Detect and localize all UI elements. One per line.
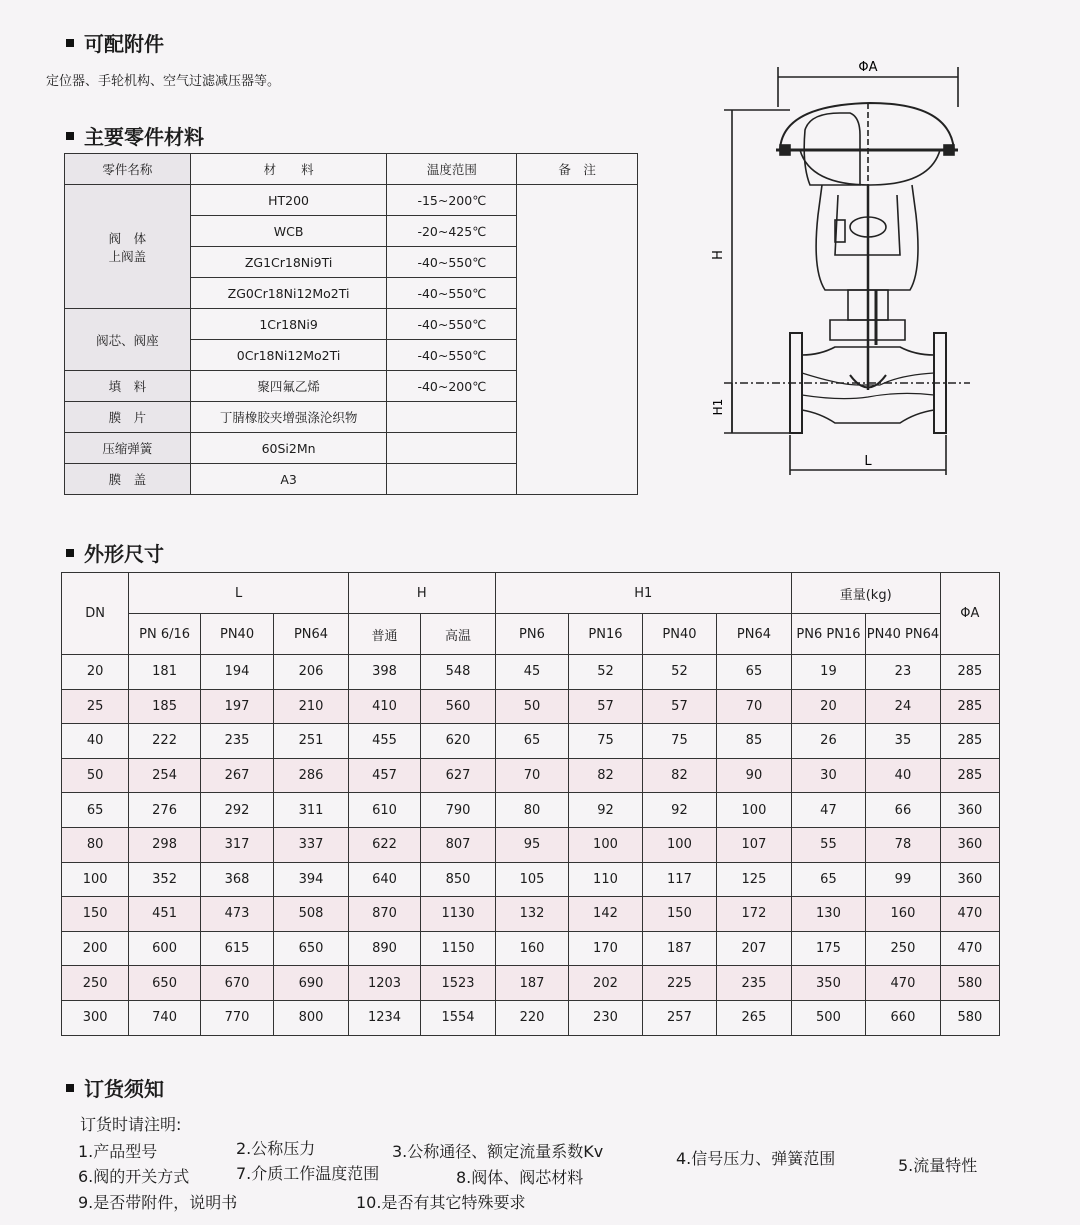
materials-title: [66, 121, 204, 150]
ordering-title: [66, 1073, 164, 1102]
cell-l-pn64: 251: [274, 724, 349, 759]
cell-h1-pn6: 160: [495, 931, 568, 966]
accessories-text: 定位器、手轮机构、空气过滤减压器等。: [46, 74, 281, 89]
cell-h1-pn16: 170: [569, 931, 642, 966]
cell-h-normal: 890: [348, 931, 420, 966]
part-name-cell: 膜 片: [65, 402, 191, 433]
header-h1: H1: [495, 573, 791, 614]
cell-dn: 80: [62, 827, 129, 862]
header-h-high: 高温: [421, 614, 496, 655]
cell-h1-pn40: 257: [642, 1000, 717, 1035]
cell-h-normal: 1203: [348, 966, 420, 1001]
cell-l-pn64: 800: [274, 1000, 349, 1035]
cell-weight-a: 130: [791, 897, 866, 932]
cell-l-pn40: 317: [200, 827, 273, 862]
cell-weight-a: 55: [791, 827, 866, 862]
cell-weight-b: 470: [866, 966, 941, 1001]
header-h1-pn64: PN64: [717, 614, 792, 655]
cell-l-pn616: 181: [129, 655, 200, 690]
cell-weight-b: 250: [866, 931, 941, 966]
bullet-square-icon: [66, 549, 74, 557]
cell-weight-a: 47: [791, 793, 866, 828]
table-header-row: [62, 614, 1000, 655]
cell-h1-pn40: 187: [642, 931, 717, 966]
order-item: 2.公称压力: [236, 1139, 316, 1158]
cell-h-normal: 398: [348, 655, 420, 690]
cell-h1-pn6: 65: [495, 724, 568, 759]
part-name-cell: 填 料: [65, 371, 191, 402]
cell-weight-b: 35: [866, 724, 941, 759]
header-phi-a: ΦA: [940, 573, 999, 655]
cell-h1-pn40: 100: [642, 827, 717, 862]
part-name-cell: 压缩弹簧: [65, 433, 191, 464]
cell-h-normal: 457: [348, 758, 420, 793]
cell-l-pn616: 222: [129, 724, 200, 759]
cell-l-pn616: 352: [129, 862, 200, 897]
part-name-cell: 阀芯、阀座: [65, 309, 191, 371]
header-part-name: 零件名称: [65, 154, 191, 185]
material-cell: ZG0Cr18Ni12Mo2Ti: [190, 278, 387, 309]
cell-l-pn40: 292: [200, 793, 273, 828]
material-cell: WCB: [190, 216, 387, 247]
cell-h1-pn64: 235: [717, 966, 792, 1001]
cell-l-pn64: 206: [274, 655, 349, 690]
cell-phi-a: 470: [940, 897, 999, 932]
table-row: [62, 827, 1000, 862]
cell-l-pn40: 194: [200, 655, 273, 690]
cell-l-pn616: 185: [129, 689, 200, 724]
cell-dn: 150: [62, 897, 129, 932]
order-item: 6.阀的开关方式: [78, 1167, 190, 1186]
cell-dn: 50: [62, 758, 129, 793]
temp-cell: -40~550℃: [387, 247, 517, 278]
cell-weight-b: 66: [866, 793, 941, 828]
material-cell: ZG1Cr18Ni9Ti: [190, 247, 387, 278]
cell-phi-a: 580: [940, 966, 999, 1001]
cell-l-pn40: 770: [200, 1000, 273, 1035]
cell-h-normal: 622: [348, 827, 420, 862]
header-l-pn40: PN40: [200, 614, 273, 655]
cell-h1-pn40: 52: [642, 655, 717, 690]
cell-l-pn616: 600: [129, 931, 200, 966]
cell-h1-pn64: 172: [717, 897, 792, 932]
cell-weight-b: 660: [866, 1000, 941, 1035]
cell-h1-pn64: 107: [717, 827, 792, 862]
cell-l-pn40: 670: [200, 966, 273, 1001]
cell-h1-pn16: 202: [569, 966, 642, 1001]
cell-dn: 100: [62, 862, 129, 897]
cell-weight-b: 40: [866, 758, 941, 793]
cell-l-pn40: 615: [200, 931, 273, 966]
header-weight-b: PN40 PN64: [866, 614, 941, 655]
cell-l-pn64: 337: [274, 827, 349, 862]
material-cell: A3: [190, 464, 387, 495]
cell-h1-pn40: 150: [642, 897, 717, 932]
cell-h1-pn40: 225: [642, 966, 717, 1001]
cell-dn: 250: [62, 966, 129, 1001]
cell-h1-pn40: 75: [642, 724, 717, 759]
header-temp-range: 温度范围: [387, 154, 517, 185]
order-item: 10.是否有其它特殊要求: [356, 1193, 526, 1212]
cell-l-pn64: 394: [274, 862, 349, 897]
header-l-pn64: PN64: [274, 614, 349, 655]
header-remarks: 备 注: [517, 154, 638, 185]
header-weight: 重量(kg): [791, 573, 940, 614]
cell-l-pn616: 254: [129, 758, 200, 793]
cell-h1-pn64: 125: [717, 862, 792, 897]
cell-dn: 20: [62, 655, 129, 690]
cell-h-high: 1130: [421, 897, 496, 932]
cell-h1-pn64: 85: [717, 724, 792, 759]
cell-h1-pn64: 100: [717, 793, 792, 828]
l-label: L: [864, 454, 872, 469]
table-row: [62, 689, 1000, 724]
cell-phi-a: 285: [940, 655, 999, 690]
material-cell: 聚四氟乙烯: [190, 371, 387, 402]
accessories-title: [66, 28, 164, 57]
cell-h-high: 1150: [421, 931, 496, 966]
header-h1-pn40: PN40: [642, 614, 717, 655]
cell-weight-a: 20: [791, 689, 866, 724]
cell-h1-pn64: 265: [717, 1000, 792, 1035]
cell-h-normal: 455: [348, 724, 420, 759]
temp-cell: -40~550℃: [387, 309, 517, 340]
cell-l-pn40: 473: [200, 897, 273, 932]
materials-table: [64, 153, 638, 495]
temp-cell: -15~200℃: [387, 185, 517, 216]
cell-weight-a: 500: [791, 1000, 866, 1035]
part-name-cell: 膜 盖: [65, 464, 191, 495]
header-material: 材 料: [190, 154, 387, 185]
cell-h-high: 1554: [421, 1000, 496, 1035]
cell-phi-a: 285: [940, 724, 999, 759]
dimensions-title-text: 外形尺寸: [84, 542, 164, 566]
cell-phi-a: 360: [940, 827, 999, 862]
header-h1-pn16: PN16: [569, 614, 642, 655]
cell-phi-a: 580: [940, 1000, 999, 1035]
order-item: 3.公称通径、额定流量系数Kv: [392, 1142, 604, 1161]
cell-h1-pn16: 110: [569, 862, 642, 897]
cell-h1-pn16: 92: [569, 793, 642, 828]
temp-cell: [387, 433, 517, 464]
temp-cell: -40~550℃: [387, 340, 517, 371]
temp-cell: -20~425℃: [387, 216, 517, 247]
cell-dn: 40: [62, 724, 129, 759]
dimensions-title: [66, 538, 164, 567]
cell-l-pn64: 286: [274, 758, 349, 793]
order-item: 5.流量特性: [898, 1156, 978, 1175]
temp-cell: -40~550℃: [387, 278, 517, 309]
cell-h-high: 1523: [421, 966, 496, 1001]
ordering-title-text: 订货须知: [84, 1077, 164, 1101]
cell-h-high: 627: [421, 758, 496, 793]
cell-h1-pn16: 75: [569, 724, 642, 759]
cell-h1-pn40: 117: [642, 862, 717, 897]
cell-h-high: 548: [421, 655, 496, 690]
remarks-cell: [517, 185, 638, 495]
cell-h-normal: 640: [348, 862, 420, 897]
table-row: [62, 897, 1000, 932]
cell-l-pn64: 311: [274, 793, 349, 828]
cell-h-high: 560: [421, 689, 496, 724]
cell-l-pn616: 740: [129, 1000, 200, 1035]
order-item: 8.阀体、阀芯材料: [456, 1168, 584, 1187]
bullet-square-icon: [66, 1084, 74, 1092]
cell-l-pn616: 298: [129, 827, 200, 862]
table-row: [62, 1000, 1000, 1035]
cell-l-pn616: 451: [129, 897, 200, 932]
cell-h1-pn6: 105: [495, 862, 568, 897]
material-cell: 60Si2Mn: [190, 433, 387, 464]
table-row: [62, 931, 1000, 966]
cell-h1-pn64: 70: [717, 689, 792, 724]
table-row: [65, 185, 638, 216]
part-name-line1: 阀 体: [108, 230, 147, 246]
cell-phi-a: 360: [940, 862, 999, 897]
phi-a-label: ΦA: [858, 60, 878, 75]
dimensions-table: [61, 572, 1000, 1036]
part-name-line2: 上阀盖: [108, 248, 147, 264]
cell-l-pn40: 368: [200, 862, 273, 897]
cell-h-high: 620: [421, 724, 496, 759]
cell-h1-pn6: 220: [495, 1000, 568, 1035]
temp-cell: -40~200℃: [387, 371, 517, 402]
cell-weight-a: 19: [791, 655, 866, 690]
cell-h1-pn6: 45: [495, 655, 568, 690]
temp-cell: [387, 402, 517, 433]
cell-h-normal: 410: [348, 689, 420, 724]
cell-h1-pn6: 187: [495, 966, 568, 1001]
table-row: [62, 655, 1000, 690]
ordering-intro: 订货时请注明:: [80, 1115, 182, 1134]
order-item: 1.产品型号: [78, 1142, 158, 1161]
cell-l-pn616: 650: [129, 966, 200, 1001]
cell-weight-b: 78: [866, 827, 941, 862]
cell-h-normal: 1234: [348, 1000, 420, 1035]
part-name-cell: [65, 185, 191, 309]
temp-cell: [387, 464, 517, 495]
materials-title-text: 主要零件材料: [84, 125, 204, 149]
cell-h1-pn6: 50: [495, 689, 568, 724]
header-h-normal: 普通: [348, 614, 420, 655]
cell-h1-pn16: 100: [569, 827, 642, 862]
cell-weight-b: 24: [866, 689, 941, 724]
cell-h-normal: 870: [348, 897, 420, 932]
material-cell: HT200: [190, 185, 387, 216]
cell-weight-b: 23: [866, 655, 941, 690]
cell-l-pn616: 276: [129, 793, 200, 828]
cell-h-high: 807: [421, 827, 496, 862]
bullet-square-icon: [66, 39, 74, 47]
cell-l-pn40: 235: [200, 724, 273, 759]
order-item: 9.是否带附件，说明书: [78, 1193, 238, 1212]
cell-h1-pn6: 80: [495, 793, 568, 828]
cell-h1-pn64: 90: [717, 758, 792, 793]
dimensions-body: [62, 655, 1000, 1036]
table-row: [62, 862, 1000, 897]
header-h: H: [348, 573, 495, 614]
cell-l-pn64: 690: [274, 966, 349, 1001]
valve-drawing: [700, 55, 990, 480]
cell-h1-pn40: 57: [642, 689, 717, 724]
cell-h1-pn16: 142: [569, 897, 642, 932]
cell-l-pn64: 650: [274, 931, 349, 966]
cell-h-high: 790: [421, 793, 496, 828]
cell-h1-pn6: 70: [495, 758, 568, 793]
header-h1-pn6: PN6: [495, 614, 568, 655]
header-dn: DN: [62, 573, 129, 655]
cell-dn: 25: [62, 689, 129, 724]
cell-weight-a: 26: [791, 724, 866, 759]
table-header-row: [62, 573, 1000, 614]
cell-phi-a: 285: [940, 689, 999, 724]
order-item: 7.介质工作温度范围: [236, 1164, 380, 1183]
table-row: [62, 966, 1000, 1001]
cell-h1-pn40: 82: [642, 758, 717, 793]
table-row: [62, 724, 1000, 759]
cell-l-pn40: 197: [200, 689, 273, 724]
header-weight-a: PN6 PN16: [791, 614, 866, 655]
header-l-pn616: PN 6/16: [129, 614, 200, 655]
cell-l-pn40: 267: [200, 758, 273, 793]
material-cell: 丁腈橡胶夹增强涤沦织物: [190, 402, 387, 433]
cell-phi-a: 285: [940, 758, 999, 793]
cell-h1-pn16: 57: [569, 689, 642, 724]
cell-weight-b: 99: [866, 862, 941, 897]
cell-weight-a: 175: [791, 931, 866, 966]
h-label: H: [711, 250, 726, 260]
cell-phi-a: 360: [940, 793, 999, 828]
cell-weight-a: 65: [791, 862, 866, 897]
cell-h1-pn16: 52: [569, 655, 642, 690]
cell-h1-pn6: 132: [495, 897, 568, 932]
table-row: [62, 758, 1000, 793]
table-header-row: [65, 154, 638, 185]
cell-l-pn64: 210: [274, 689, 349, 724]
table-row: [62, 793, 1000, 828]
cell-weight-a: 30: [791, 758, 866, 793]
cell-h-high: 850: [421, 862, 496, 897]
header-l: L: [129, 573, 348, 614]
material-cell: 0Cr18Ni12Mo2Ti: [190, 340, 387, 371]
cell-h1-pn16: 230: [569, 1000, 642, 1035]
cell-h1-pn16: 82: [569, 758, 642, 793]
bullet-square-icon: [66, 132, 74, 140]
h1-label: H1: [711, 398, 725, 416]
cell-dn: 200: [62, 931, 129, 966]
cell-weight-a: 350: [791, 966, 866, 1001]
cell-h1-pn64: 207: [717, 931, 792, 966]
material-cell: 1Cr18Ni9: [190, 309, 387, 340]
cell-l-pn64: 508: [274, 897, 349, 932]
cell-phi-a: 470: [940, 931, 999, 966]
order-item: 4.信号压力、弹簧范围: [676, 1149, 836, 1168]
cell-dn: 65: [62, 793, 129, 828]
cell-h1-pn6: 95: [495, 827, 568, 862]
cell-h1-pn40: 92: [642, 793, 717, 828]
accessories-title-text: 可配附件: [84, 32, 164, 56]
cell-dn: 300: [62, 1000, 129, 1035]
cell-weight-b: 160: [866, 897, 941, 932]
cell-h1-pn64: 65: [717, 655, 792, 690]
cell-h-normal: 610: [348, 793, 420, 828]
